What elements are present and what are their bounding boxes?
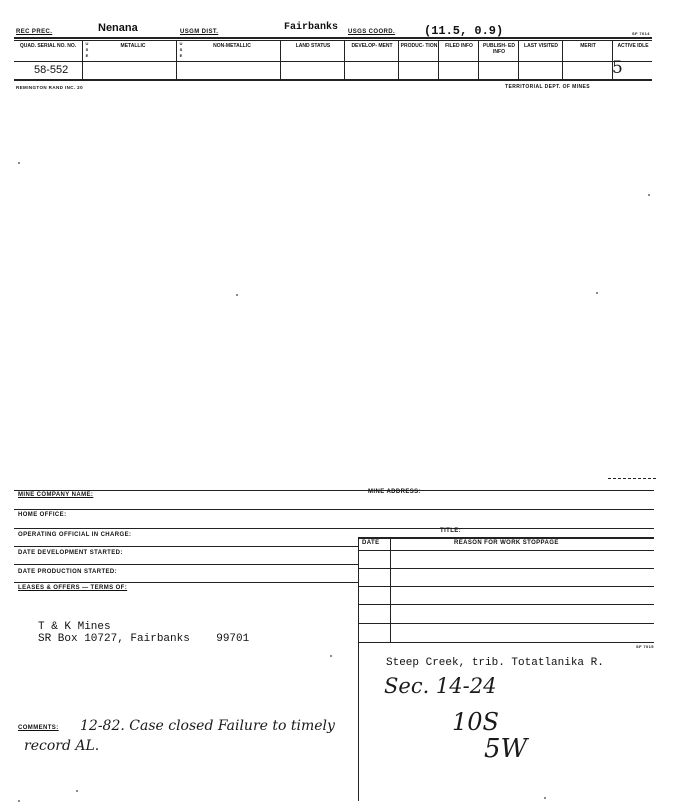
quad-serial-value: 58-552	[34, 64, 69, 76]
leases-label: LEASES & OFFERS — TERMS OF:	[18, 585, 128, 591]
comments-label: COMMENTS:	[18, 725, 59, 731]
col-use-1: U S E	[85, 41, 89, 58]
col-land-status: LAND STATUS	[295, 43, 331, 49]
usgs-coord-label: USGS COORD.	[348, 29, 396, 35]
col-published-info: PUBLISH- ED INFO	[483, 43, 515, 55]
merit-value: 5	[612, 58, 623, 78]
location-note: Steep Creek, trib. Totatlanika R.	[386, 657, 604, 669]
comments-line-2: record AL.	[24, 738, 100, 754]
usgs-coord-value: (11.5, 0.9)	[424, 24, 504, 38]
col-production: PRODUC- TION	[400, 43, 438, 49]
section-handwritten: Sec. 14-24	[384, 674, 497, 698]
usgm-dist-label: USGM DIST.	[180, 29, 219, 35]
dev-started-label: DATE DEVELOPMENT STARTED:	[18, 550, 123, 556]
title-label: TITLE:	[440, 528, 462, 534]
mine-address-label: MINE ADDRESS:	[368, 489, 421, 495]
col-development: DEVELOP- MENT	[351, 43, 393, 49]
rec-prec-label: REC PREC.	[16, 29, 53, 35]
prod-started-label: DATE PRODUCTION STARTED:	[18, 569, 118, 575]
range-handwritten: 5W	[484, 734, 528, 764]
col-active-idle: ACTIVE IDLE	[617, 43, 649, 49]
rec-prec-value: Nenana	[98, 22, 138, 34]
reason-col-label: REASON FOR WORK STOPPAGE	[454, 540, 559, 546]
company-address: SR Box 10727, Fairbanks 99701	[38, 633, 250, 645]
company-name: T & K Mines	[38, 621, 111, 633]
col-last-visited: LAST VISITED	[524, 43, 558, 49]
col-filed-info: FILED INFO	[445, 43, 473, 49]
col-metallic: METALLIC	[120, 43, 146, 49]
form-code-top: SF 7014	[632, 31, 650, 36]
comments-line-1: 12-82. Case closed Failure to timely	[80, 718, 335, 734]
territorial-dept: TERRITORIAL DEPT. OF MINES	[505, 84, 590, 90]
home-office-label: HOME OFFICE:	[18, 512, 67, 518]
printer-imprint: REMINGTON RAND INC. 20	[16, 85, 83, 90]
col-merit: MERIT	[580, 43, 596, 49]
date-col-label: DATE	[362, 540, 380, 546]
mine-company-label: MINE COMPANY NAME:	[18, 492, 94, 498]
form-code-bottom: SF 7015	[636, 644, 654, 649]
usgm-dist-value: Fairbanks	[284, 22, 339, 33]
col-use-2: U S E	[179, 41, 183, 58]
col-quad-serial: QUAD. SERIAL NO. NO.	[19, 43, 77, 49]
township-handwritten: 10S	[452, 708, 499, 736]
col-nonmetallic: NON-METALLIC	[213, 43, 251, 49]
operating-official-label: OPERATING OFFICIAL IN CHARGE:	[18, 532, 132, 538]
